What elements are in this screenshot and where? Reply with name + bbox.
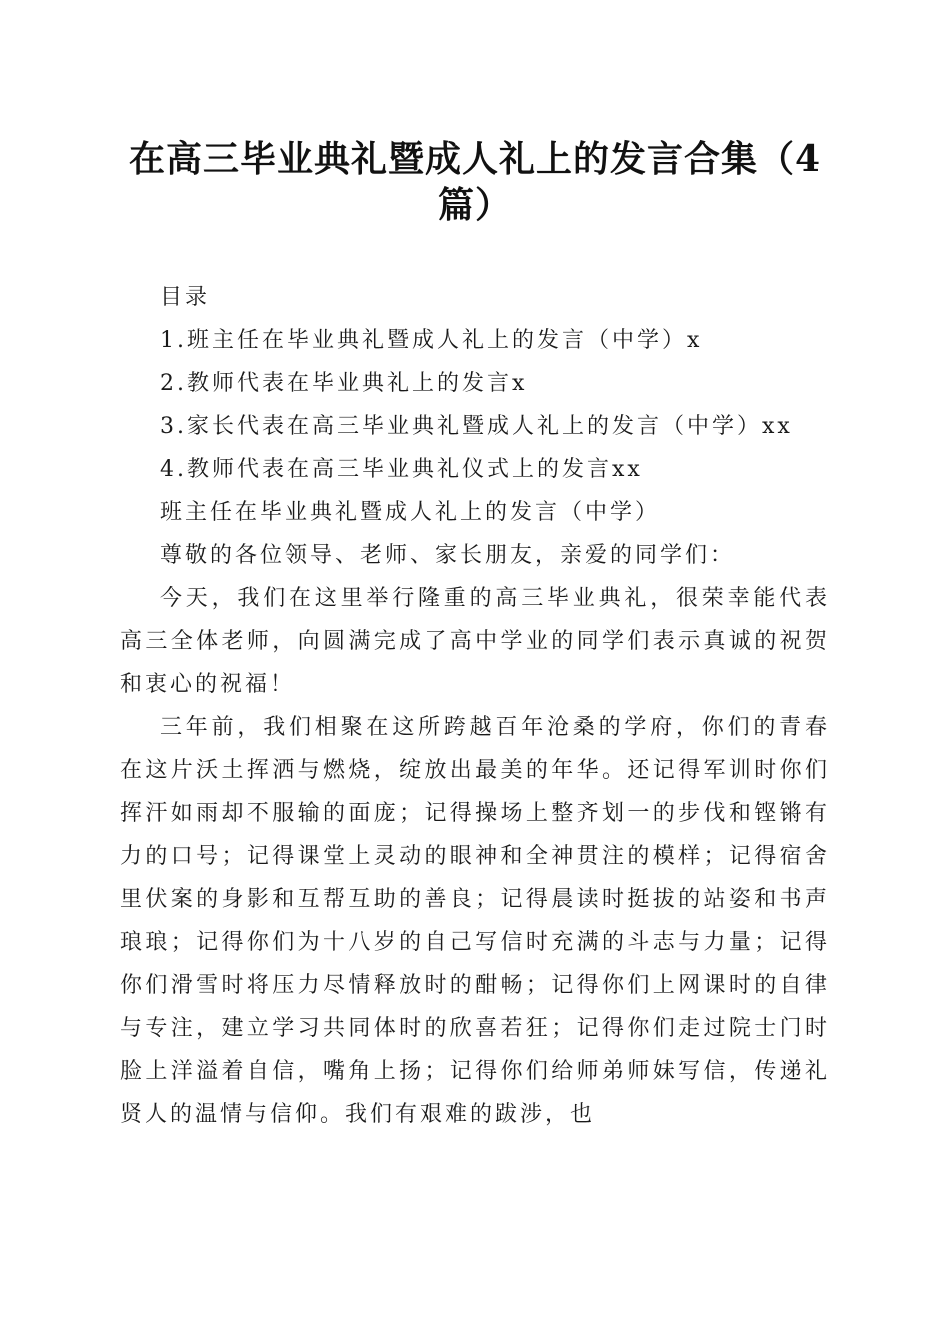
section-title: 班主任在毕业典礼暨成人礼上的发言（中学）: [160, 500, 661, 525]
toc-item-4[interactable]: 4.教师代表在高三毕业典礼仪式上的发言xx: [160, 457, 643, 482]
toc-item-3[interactable]: 3.家长代表在高三毕业典礼暨成人礼上的发言（中学）xx: [160, 414, 793, 439]
salutation: 尊敬的各位领导、老师、家长朋友，亲爱的同学们：: [160, 543, 736, 568]
document-body: [120, 276, 830, 1136]
toc-heading: 目录: [160, 285, 211, 310]
document-title: 在高三毕业典礼暨成人礼上的发言合集（4篇）: [128, 138, 822, 226]
toc-item-1[interactable]: 1.班主任在毕业典礼暨成人礼上的发言（中学）x: [160, 328, 703, 353]
toc-item-2[interactable]: 2.教师代表在毕业典礼上的发言x: [160, 371, 528, 396]
body-paragraph-1: 今天，我们在这里举行隆重的高三毕业典礼，很荣幸能代表高三全体老师，向圆满完成了高中学业的同学们表示真诚的祝贺和衷心的祝福！: [120, 586, 830, 697]
body-paragraph-2: 三年前，我们相聚在这所跨越百年沧桑的学府，你们的青春在这片沃土挥洒与燃烧，绽放出最美的年华。还记得军训时你们挥汗如雨却不服输的面庞；记得操场上整齐划一的步伐和铿锵有力的口号；记得课堂上灵动的眼神和全神贯注的模样；记得宿舍里伏案的身影和互帮互助的善良；记得晨读时挺拔的站姿和书声琅琅；记得你们为十八岁的自己写信时充满的斗志与力量；记得你们滑雪时将压力尽情释放时的酣畅；记得你们上网课时的自律与专注，建立学习共同体时的欣喜若狂；记得你们走过院士门时脸上洋溢着自信，嘴角上扬；记得你们给师弟师妹写信，传递礼贤人的温情与信仰。我们有艰难的跋涉，也: [120, 715, 830, 1127]
